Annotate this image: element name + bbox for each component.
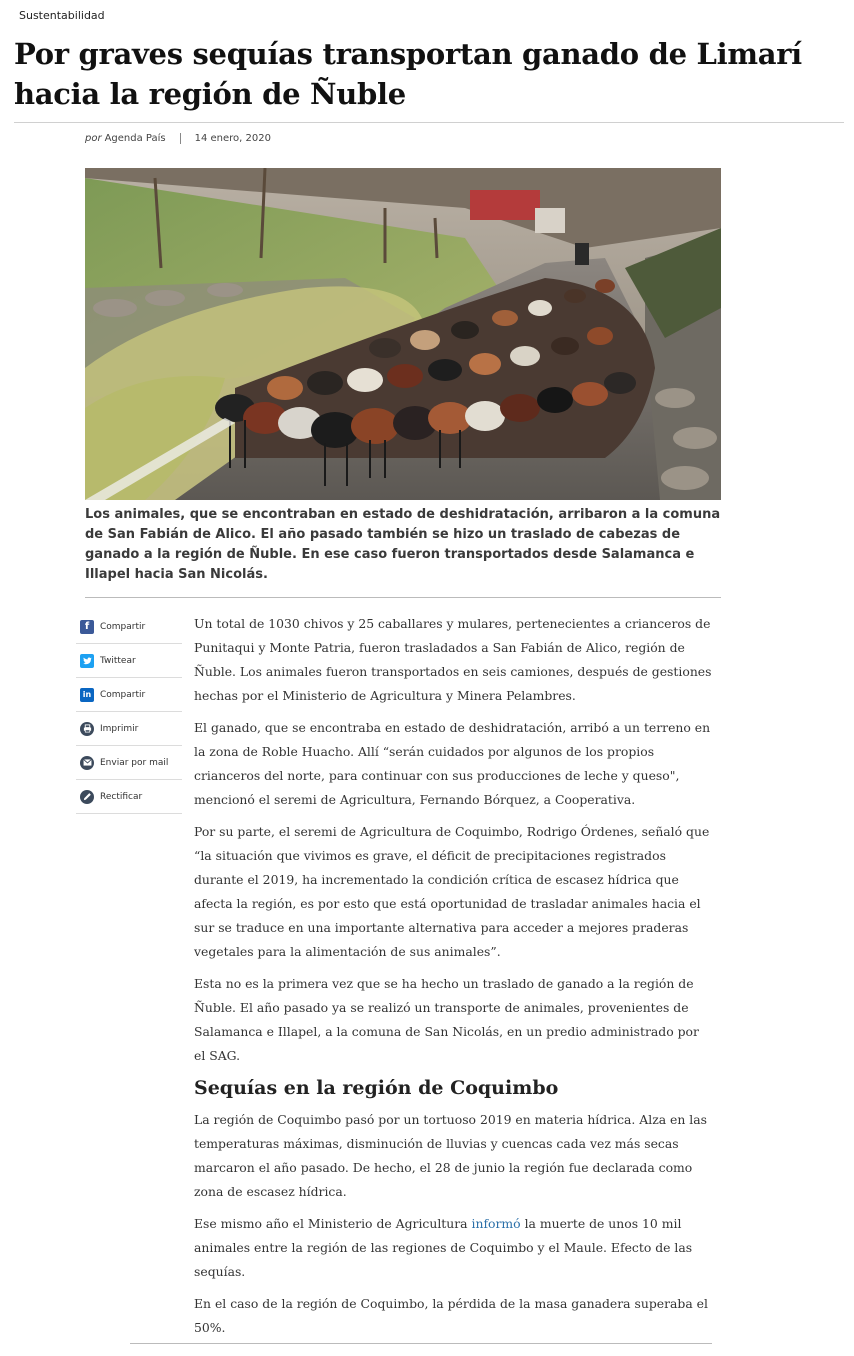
share-linkedin-button[interactable]: [76, 678, 182, 712]
paragraph-text: Ese mismo año el Ministerio de Agricultura: [194, 1216, 472, 1231]
article-body: [194, 612, 714, 1348]
byline-prefix: por: [85, 133, 102, 144]
section-heading: Sequías en la región de Coquimbo: [194, 1077, 559, 1099]
informo-link[interactable]: informó: [471, 1216, 521, 1231]
pencil-icon: [80, 790, 94, 804]
share-label: Enviar por mail: [100, 757, 169, 768]
share-label: Imprimir: [100, 723, 139, 734]
share-twitter-button[interactable]: [76, 644, 182, 678]
article-paragraph: Un total de 1030 chivos y 25 caballares y mulares, pertenecientes a crianceros de Punitaqui y Monte Patria, fueron trasladados a San Fabián de Alico, región de Ñuble. Los animales fueron transportados en seis camiones, después de gestiones hechas por el Ministerio de Agricultura y Minera Pelambres.: [194, 616, 712, 703]
linkedin-icon: in: [80, 688, 94, 702]
article-paragraph: La región de Coquimbo pasó por un tortuoso 2019 en materia hídrica. Alza en las temperaturas máximas, disminución de lluvias y cuencas cada vez más secas marcaron el año pasado. De hecho, el 28 de junio la región fue declarada como zona de escasez hídrica.: [194, 1112, 708, 1199]
article-paragraph: Esta no es la primera vez que se ha hecho un traslado de ganado a la región de Ñuble. El año pasado ya se realizó un transporte de animales, provenientes de Salamanca e Illapel, a la comuna de San Nicolás, en un predio administrado por el SAG.: [194, 976, 699, 1063]
article-paragraph: Por su parte, el seremi de Agricultura de Coquimbo, Rodrigo Órdenes, señaló que “la situación que vivimos es grave, el déficit de precipitaciones registrados durante el 2019, ha incrementado la condición crítica de escasez hídrica que afecta la región, es por esto que está oportunidad de trasladar animales hacia el sur se traduce en una importante alternativa para acceder a mejores praderas vegetales para la alimentación de sus animales”.: [194, 824, 710, 959]
byline: [85, 133, 271, 144]
share-sidebar: [76, 610, 182, 814]
share-label: Compartir: [100, 689, 146, 700]
article-paragraph: El ganado, que se encontraba en estado de deshidratación, arribó a un terreno en la zona de Roble Huacho. Allí “serán cuidados por algunos de los propios crianceros del norte, para continuar con sus producciones de leche y queso", mencionó el seremi de Agricultura, Fernando Bórquez, a Cooperativa.: [194, 720, 711, 807]
share-facebook-button[interactable]: [76, 610, 182, 644]
byline-separator: [180, 133, 181, 144]
hero-photo: [85, 168, 721, 500]
facebook-icon: f: [80, 620, 94, 634]
divider: [14, 122, 844, 123]
mail-icon: [80, 756, 94, 770]
rectify-button[interactable]: [76, 780, 182, 814]
paragraph-text: la muerte de unos 10 mil animales entre la región de las regiones de Coquimbo y el Maule. Efecto de las sequías.: [194, 1216, 693, 1279]
article-paragraph: En el caso de la región de Coquimbo, la pérdida de la masa ganadera superaba el 50%.: [194, 1296, 708, 1335]
share-label: Compartir: [100, 621, 146, 632]
email-button[interactable]: [76, 746, 182, 780]
photo-caption: Los animales, que se encontraban en estado de deshidratación, arribaron a la comuna de San Fabián de Alico. El año pasado también se hizo un traslado de cabezas de ganado a la región de Ñuble. En ese caso fueron transportados desde Salamanca e Illapel hacia San Nicolás.: [85, 507, 721, 582]
print-icon: [80, 722, 94, 736]
print-button[interactable]: [76, 712, 182, 746]
byline-date: 14 enero, 2020: [194, 133, 271, 144]
category-label[interactable]: Sustentabilidad: [19, 9, 105, 22]
twitter-icon: [80, 654, 94, 668]
article-headline: Por graves sequías transportan ganado de Limarí hacia la región de Ñuble: [14, 37, 802, 111]
divider: [85, 597, 721, 598]
article-paragraph: [194, 1212, 714, 1284]
divider: [130, 1343, 712, 1344]
share-label: Rectificar: [100, 791, 143, 802]
byline-author[interactable]: Agenda País: [104, 133, 166, 144]
share-label: Twittear: [100, 655, 136, 666]
